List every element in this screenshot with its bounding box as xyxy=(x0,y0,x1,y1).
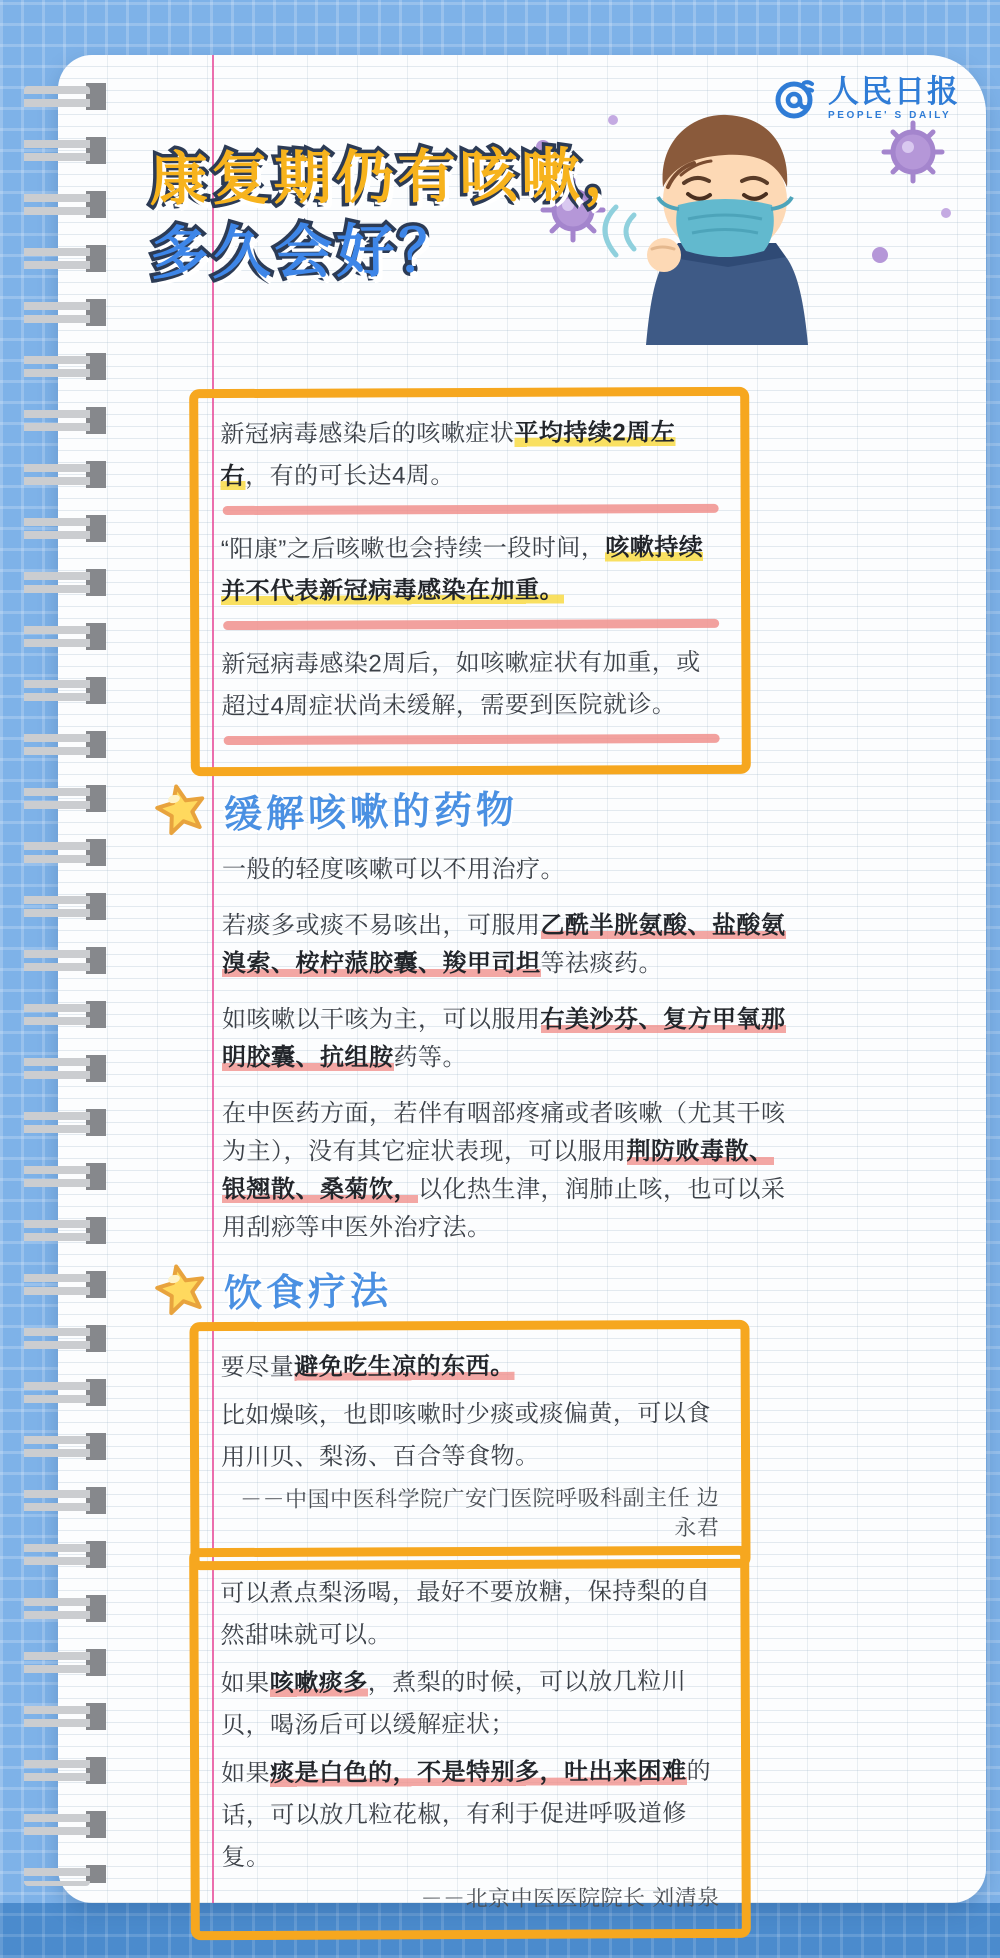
text-run: 如果 xyxy=(220,1669,270,1698)
diet1-paragraph-2: 比如燥咳，也即咳嗽时少痰或痰偏黄，可以食用川贝、梨汤、百合等食物。 xyxy=(220,1399,711,1472)
notebook-page xyxy=(58,55,986,1912)
section-heading-text: 缓解咳嗽的药物 xyxy=(223,789,519,837)
text-run: 如果 xyxy=(221,1759,271,1788)
text-run: 若痰多或痰不易咳出，可服用 xyxy=(222,912,541,939)
text-run: 药等。 xyxy=(393,1044,467,1071)
spiral-binding-rings xyxy=(24,86,90,1886)
drug-names-highlight: 右美沙芬、复方甲氧那明胶囊、抗组胺 xyxy=(222,1006,786,1071)
text-run: 的话，可以放几粒花椒，有利于促进呼吸道修复。 xyxy=(221,1757,712,1872)
intro-paragraph-1 xyxy=(220,412,720,498)
section-heading-diet xyxy=(154,1261,392,1316)
highlighted-text: 咳嗽持续并不代表新冠病毒感染在加重。 xyxy=(220,533,704,606)
medicine-paragraphs xyxy=(222,851,788,1265)
diet1-paragraph-1 xyxy=(221,1345,721,1389)
peoples-daily-logo xyxy=(773,75,960,121)
diet-quote-box-1 xyxy=(189,1320,750,1570)
text-run: 在中医药方面，若伴有咽部疼痛或者咳嗽（尤其干咳为主），没有其它症状表现，可以服用 xyxy=(222,1100,786,1165)
logo-name-cn: 人民日报 xyxy=(828,73,960,109)
highlighted-text: 痰是白色的，不是特别多，吐出来困难 xyxy=(270,1758,687,1787)
star-icon xyxy=(154,782,208,836)
text-run: 等祛痰药。 xyxy=(540,950,663,977)
expert-attribution: －－中国中医科学院广安门医院呼吸科副主任 边永君 xyxy=(240,1484,720,1541)
pink-marker-line xyxy=(223,504,719,515)
section-heading-medicine xyxy=(154,781,518,836)
diet-quote-box-2 xyxy=(189,1546,751,1940)
expert-attribution: －－北京中医医院院长 刘清泉 xyxy=(420,1884,720,1912)
star-icon xyxy=(154,1262,208,1316)
logo-text xyxy=(828,73,960,121)
diet2-paragraph-2 xyxy=(221,1661,721,1747)
intro-paragraph-3: 新冠病毒感染2周后，如咳嗽症状有加重，或超过4周症状尚未缓解，需要到医院就诊。 xyxy=(221,648,701,721)
text-run: 新冠病毒感染后的咳嗽症状 xyxy=(220,419,515,449)
text-run: “阳康”之后咳嗽也会持续一段时间， xyxy=(220,534,606,564)
diet2-paragraph-3 xyxy=(221,1751,722,1879)
pink-marker-line xyxy=(224,734,720,745)
text-run: ，有的可长达4周。 xyxy=(244,462,455,490)
medicine-paragraph-1: 一般的轻度咳嗽可以不用治疗。 xyxy=(222,856,565,883)
medicine-paragraph-2 xyxy=(222,907,788,983)
highlighted-text: 平均持续2周左右 xyxy=(220,419,676,491)
diet2-paragraph-1: 可以煮点梨汤喝，最好不要放糖，保持梨的自然甜味就可以。 xyxy=(220,1577,711,1650)
pink-marker-line xyxy=(223,619,719,630)
medicine-paragraph-3 xyxy=(222,1001,788,1077)
drug-names-highlight: 乙酰半胱氨酸、盐酸氨溴索、桉柠蒎胶囊、羧甲司坦 xyxy=(222,912,786,977)
intro-info-box xyxy=(189,387,751,776)
medicine-paragraph-4 xyxy=(222,1095,788,1247)
virus-dot xyxy=(941,208,951,218)
at-icon xyxy=(773,75,819,121)
title-line-2: 多久会好？ xyxy=(150,218,461,287)
highlighted-text: 咳嗽痰多 xyxy=(269,1669,368,1697)
text-run: 以化热生津，润肺止咳，也可以采用刮痧等中医外治疗法。 xyxy=(222,1176,786,1241)
virus-dot xyxy=(608,115,618,125)
tcm-names-highlight: 荆防败毒散、银翘散、桑菊饮， xyxy=(222,1138,774,1203)
page-title xyxy=(149,138,647,292)
section-heading-text: 饮食疗法 xyxy=(223,1270,393,1316)
text-run: 如咳嗽以干咳为主，可以服用 xyxy=(222,1006,541,1033)
virus-dot xyxy=(872,247,888,263)
intro-paragraph-2 xyxy=(221,527,721,613)
text-run: 要尽量 xyxy=(220,1353,295,1382)
highlighted-text: 避免吃生凉的东西。 xyxy=(294,1352,515,1381)
text-run: ，煮梨的时候，可以放几粒川贝，喝汤后可以缓解症状； xyxy=(220,1668,687,1740)
title-line-1: 康复期仍有咳嗽， xyxy=(149,142,646,213)
logo-name-en: PEOPLE' S DAILY xyxy=(828,109,952,121)
